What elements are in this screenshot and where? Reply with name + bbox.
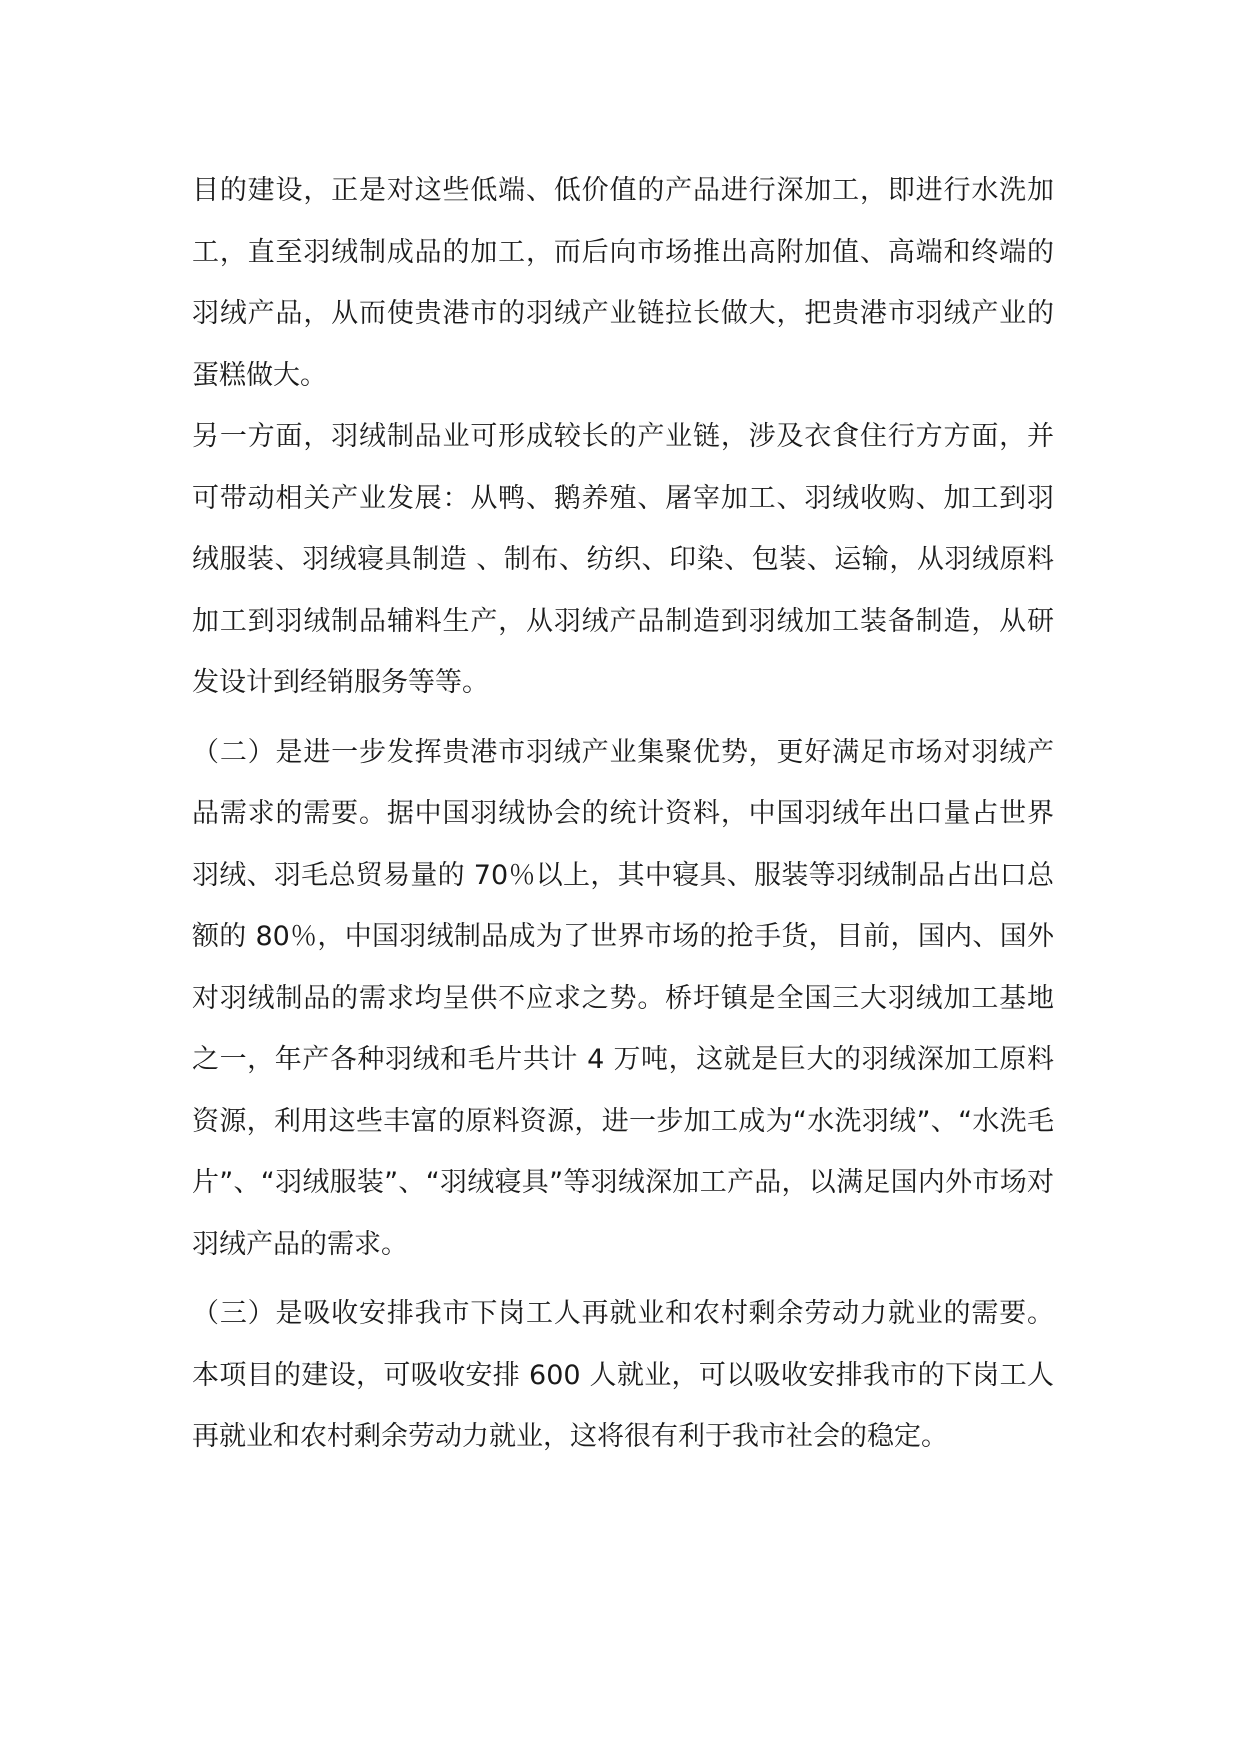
paragraph-section-two: （二）是进一步发挥贵港市羽绒产业集聚优势，更好满足市场对羽绒产品需求的需要。据中国羽绒协会的统计资料，中国羽绒年出口量占世界羽绒、羽毛总贸易量的 70％以上，其中寝具、服装等羽绒制品占出口总额的 80％，中国羽绒制品成为了世界市场的抢手货，目前，国内、国外对羽绒制品的需求均呈供不应求之势。桥圩镇是全国三大羽绒加工基地之一，年产各种羽绒和毛片共计 4 万吨，这就是巨大的羽绒深加工原料资源，利用这些丰富的原料资源，进一步加工成为“水洗羽绒”、“水洗毛片”、“羽绒服装”、“羽绒寝具”等羽绒深加工产品，以满足国内外市场对羽绒产品的需求。 [192,736,1054,1260]
paragraph-industry-chain: 另一方面，羽绒制品业可形成较长的产业链，涉及衣食住行方方面，并可带动相关产业发展：从鸭、鹅养殖、屠宰加工、羽绒收购、加工到羽绒服装、羽绒寝具制造 、制布、纺织、印染、包装、运输，从羽绒原料加工到羽绒制品辅料生产，从羽绒产品制造到羽绒加工装备制造，从研发设计到经销服务等等。 [192,421,1054,698]
paragraph-section-three: （三）是吸收安排我市下岗工人再就业和农村剩余劳动力就业的需要。本项目的建设，可吸收安排 600 人就业，可以吸收安排我市的下岗工人再就业和农村剩余劳动力就业，这将很有利于我市社会的稳定。 [192,1298,1054,1452]
document-body [192,160,1054,1468]
paragraph-project-purpose: 目的建设，正是对这些低端、低价值的产品进行深加工，即进行水洗加工，直至羽绒制成品的加工，而后向市场推出高附加值、高端和终端的羽绒产品，从而使贵港市的羽绒产业链拉长做大，把贵港市羽绒产业的蛋糕做大。 [192,175,1054,391]
